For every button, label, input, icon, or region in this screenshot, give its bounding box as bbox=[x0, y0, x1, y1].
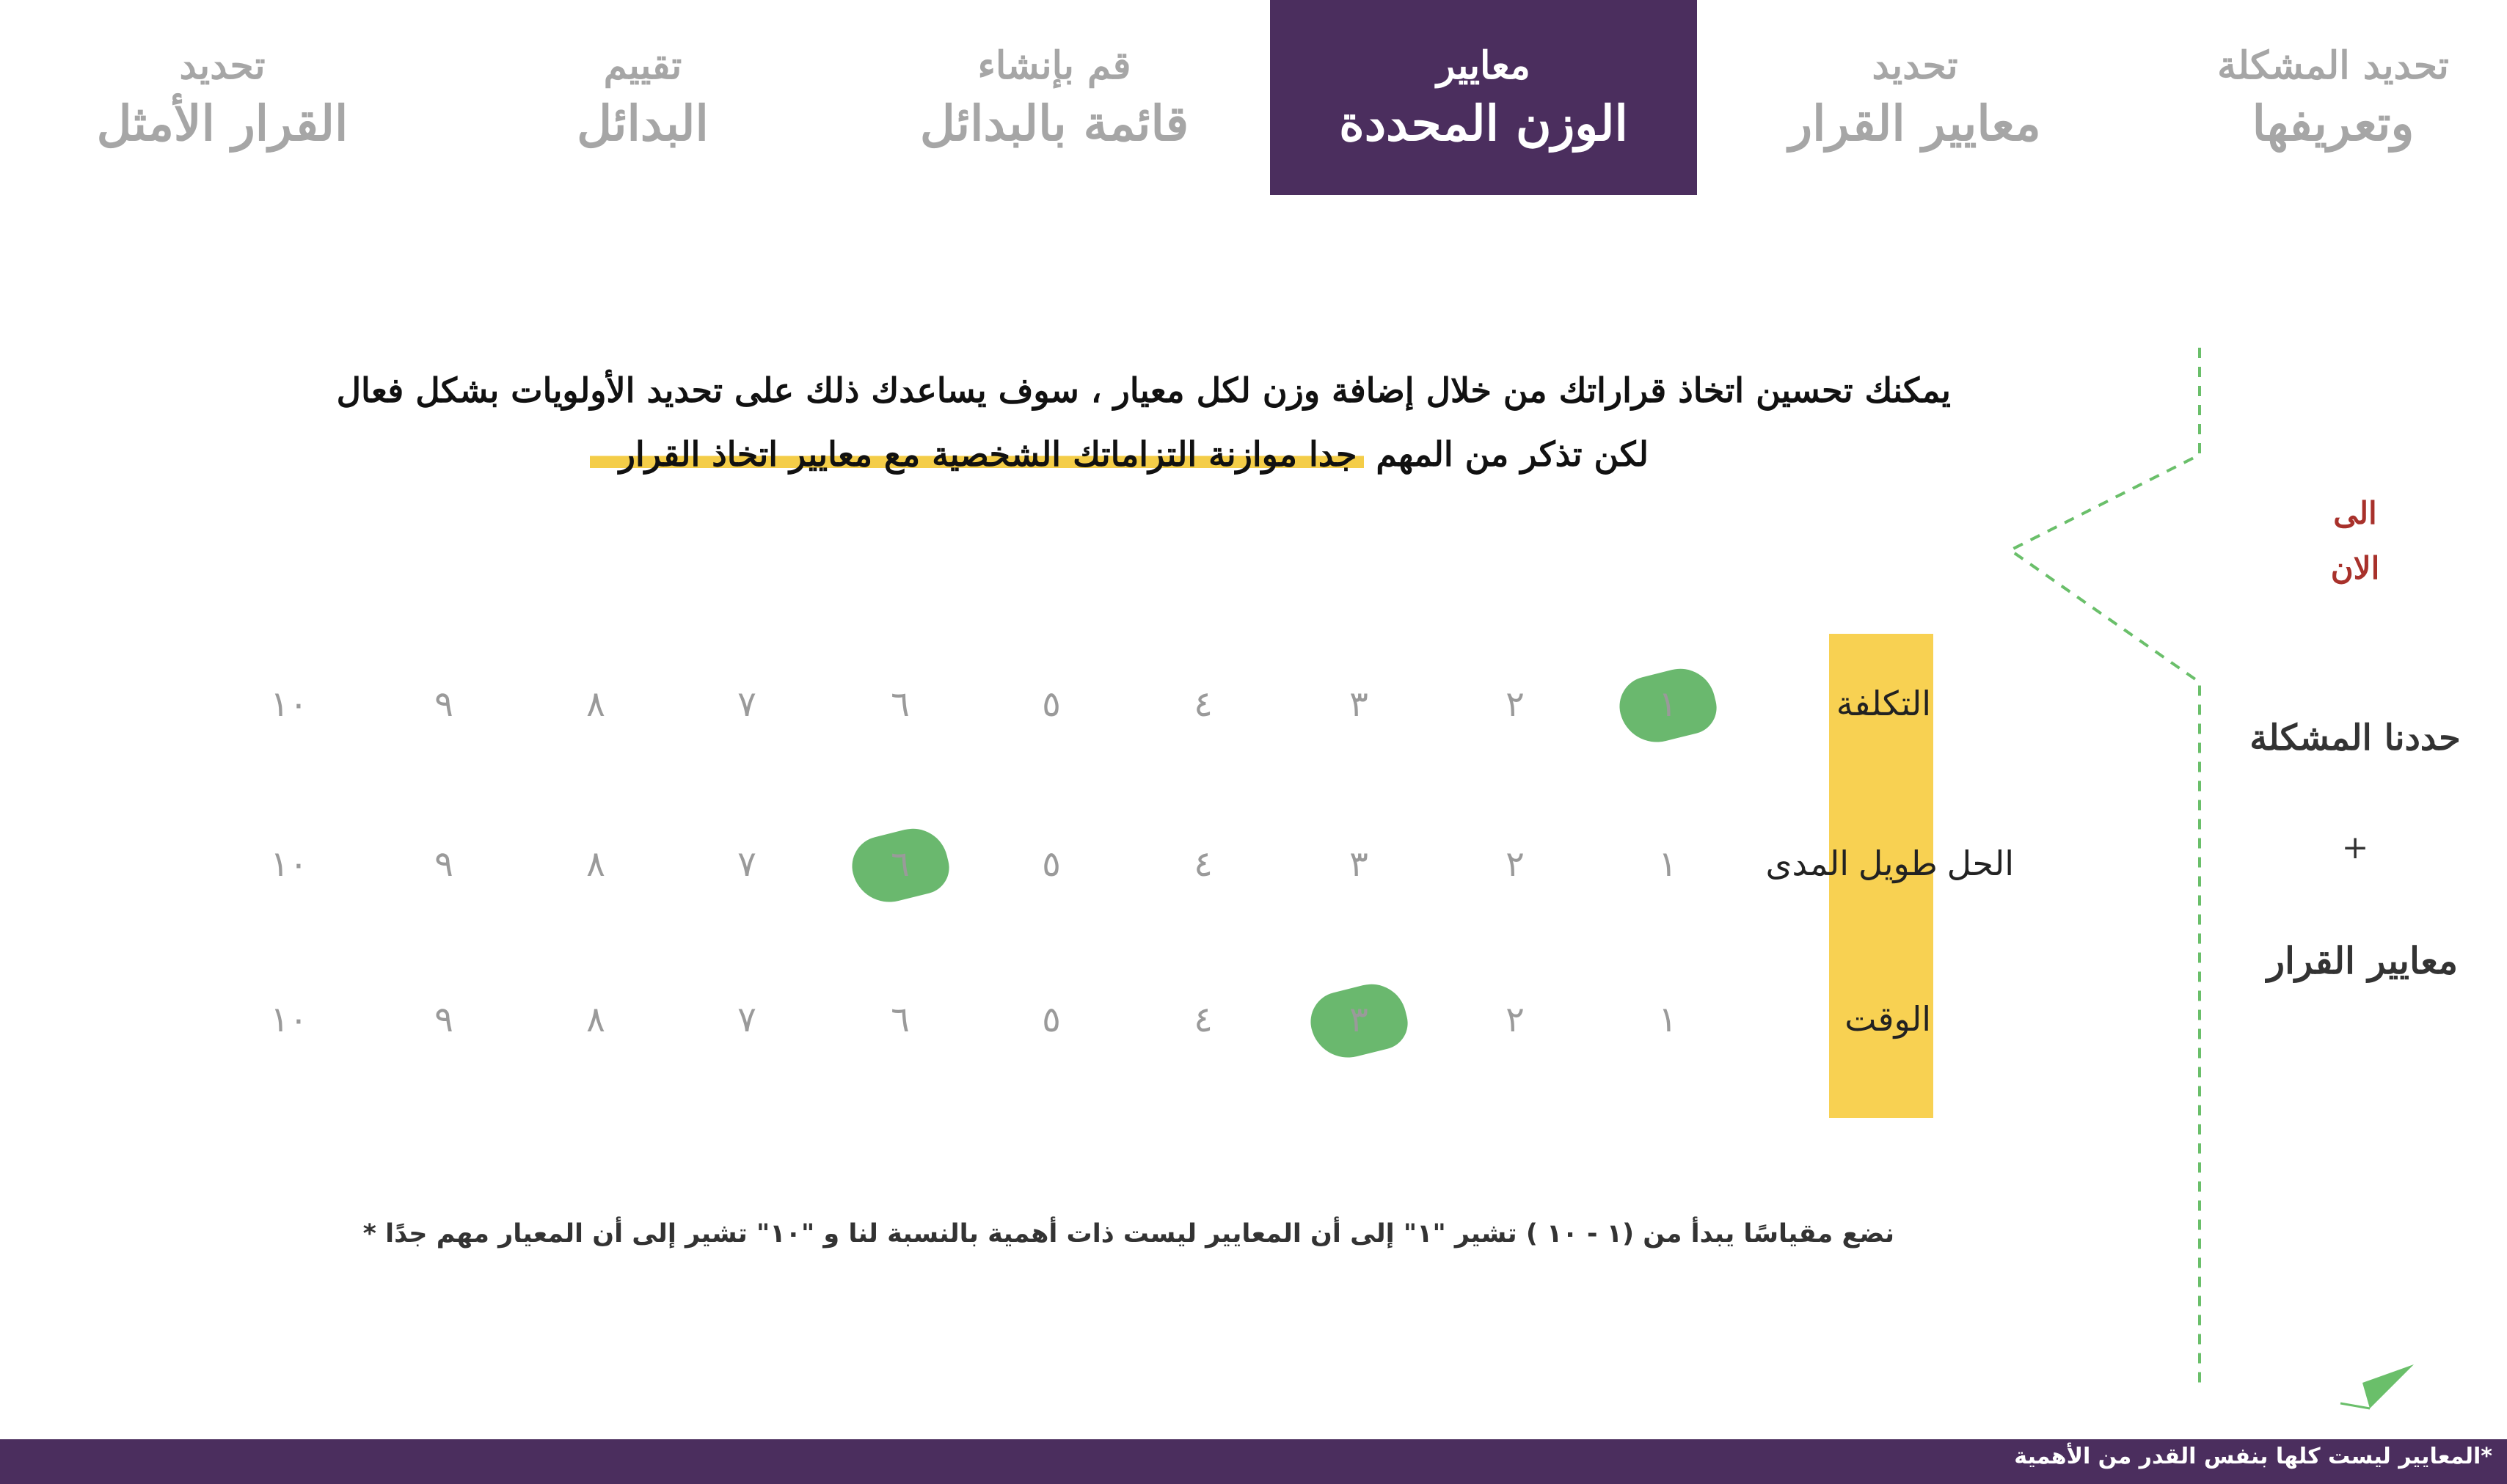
scale-footnote: نضع مقياسًا يبدأ من (١ - ١٠ ) تشير "١" إلى أن المعايير ليست ذات أهمية بالنسبة لنا و "١٠" تشير إلى أن المعيار مهم جدًا * bbox=[362, 1219, 1894, 1249]
weight-option[interactable]: ١٠ bbox=[270, 684, 308, 725]
step-tab-1[interactable] bbox=[2128, 0, 2507, 195]
step-tab-subtitle: البدائل bbox=[577, 95, 709, 152]
weight-option[interactable]: ٧ bbox=[737, 999, 756, 1040]
step-tab-title: تحديد المشكلة bbox=[2217, 43, 2449, 88]
weight-option[interactable]: ٦ bbox=[891, 684, 910, 725]
weight-option[interactable]: ٦ bbox=[891, 999, 910, 1040]
weight-option[interactable]: ١ bbox=[1658, 684, 1677, 725]
weight-option[interactable]: ٥ bbox=[1042, 999, 1061, 1040]
defined-problem-label: حددنا المشكلة bbox=[2249, 717, 2461, 759]
step-tab-title: تقييم bbox=[603, 43, 682, 88]
weight-option[interactable]: ٨ bbox=[586, 844, 605, 885]
so-far-label-2: الان bbox=[2330, 550, 2380, 586]
weight-option[interactable]: ٥ bbox=[1042, 844, 1061, 885]
intro-highlight: جدا موازنة التزاماتك الشخصية مع معايير اتخاذ القرار bbox=[590, 434, 1365, 474]
weight-option[interactable]: ٧ bbox=[737, 844, 756, 885]
weight-option[interactable]: ٩ bbox=[434, 684, 453, 725]
step-tab-6[interactable] bbox=[17, 0, 428, 195]
weight-option[interactable]: ٣ bbox=[1349, 844, 1368, 885]
weight-option[interactable]: ٢ bbox=[1506, 999, 1525, 1040]
step-tab-subtitle: معايير القرار bbox=[1789, 95, 2041, 152]
step-tab-title: قم بإنشاء bbox=[977, 43, 1131, 88]
weight-option[interactable]: ١٠ bbox=[270, 999, 308, 1040]
step-tab-4[interactable] bbox=[849, 0, 1260, 195]
weight-option[interactable]: ٧ bbox=[737, 684, 756, 725]
intro-line-2-prefix: لكن تذكر من المهم bbox=[1376, 434, 1649, 474]
weight-option[interactable]: ١٠ bbox=[270, 844, 308, 885]
weight-option[interactable]: ٤ bbox=[1194, 844, 1213, 885]
intro-line-2 bbox=[590, 434, 1649, 474]
step-tab-title: تحديد bbox=[1872, 43, 1958, 88]
weight-option[interactable]: ٤ bbox=[1194, 999, 1213, 1040]
criterion-label: الحل طويل المدى bbox=[1765, 844, 2014, 882]
weight-option[interactable]: ٩ bbox=[434, 844, 453, 885]
weight-option[interactable]: ٥ bbox=[1042, 684, 1061, 725]
weight-option[interactable]: ٨ bbox=[586, 684, 605, 725]
weight-option[interactable]: ٣ bbox=[1349, 999, 1368, 1040]
plus-sign: + bbox=[2341, 829, 2369, 866]
weight-option[interactable]: ٤ bbox=[1194, 684, 1213, 725]
criterion-label: الوقت bbox=[1844, 1000, 1931, 1038]
step-tab-title: معايير bbox=[1437, 43, 1530, 88]
step-tab-subtitle: الوزن المحددة bbox=[1339, 95, 1628, 152]
weight-option[interactable]: ٢ bbox=[1506, 844, 1525, 885]
weight-option[interactable]: ٩ bbox=[434, 999, 453, 1040]
step-tab-2[interactable] bbox=[1709, 0, 2120, 195]
bottom-note: *المعايير ليست كلها بنفس القدر من الأهمية bbox=[2014, 1444, 2492, 1469]
step-tab-subtitle: وتعريفها bbox=[2252, 95, 2415, 152]
step-tab-subtitle: القرار الأمثل bbox=[96, 95, 349, 152]
weight-option[interactable]: ٢ bbox=[1506, 684, 1525, 725]
weight-option[interactable]: ١ bbox=[1658, 844, 1677, 885]
step-tab-5[interactable] bbox=[459, 0, 826, 195]
step-tab-subtitle: قائمة بالبدائل bbox=[919, 95, 1189, 152]
weight-option[interactable]: ٣ bbox=[1349, 684, 1368, 725]
arrow-icon bbox=[2333, 1361, 2421, 1412]
weight-option[interactable]: ١ bbox=[1658, 999, 1677, 1040]
intro-line-1: يمكنك تحسين اتخاذ قراراتك من خلال إضافة وزن لكل معيار ، سوف يساعدك ذلك على تحديد الأولويات بشكل فعال bbox=[336, 370, 1951, 410]
step-tab-3[interactable] bbox=[1270, 0, 1697, 195]
decision-criteria-label: معايير القرار bbox=[2266, 939, 2459, 982]
step-tab-title: تحديد bbox=[179, 43, 266, 88]
weight-option[interactable]: ٦ bbox=[891, 844, 910, 885]
criterion-label: التكلفة bbox=[1836, 684, 1931, 723]
progress-divider bbox=[2003, 345, 2223, 1394]
weight-option[interactable]: ٨ bbox=[586, 999, 605, 1040]
so-far-label-1: الى bbox=[2333, 495, 2377, 531]
